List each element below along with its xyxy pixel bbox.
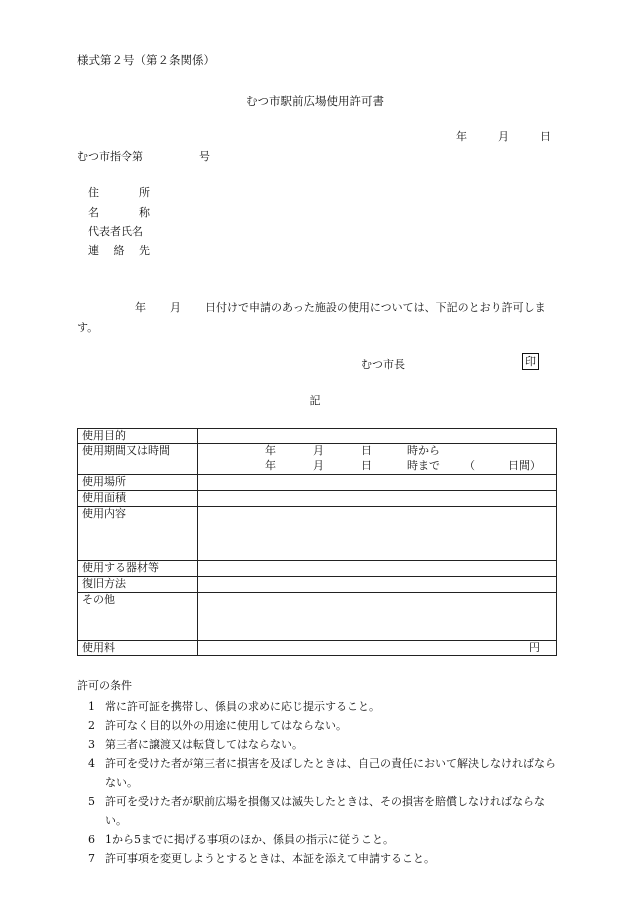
period-from-day: 日 xyxy=(361,444,372,457)
period-from-month: 月 xyxy=(313,444,324,457)
party-address-char: 住 xyxy=(88,186,99,199)
table-row xyxy=(78,491,557,507)
period-to xyxy=(202,459,556,474)
condition-number: 7 xyxy=(88,852,95,865)
label-area: 使用面積 xyxy=(78,491,198,507)
period-to-time: 時まで xyxy=(407,459,440,472)
condition-item xyxy=(88,830,558,849)
conditions-title: 許可の条件 xyxy=(77,679,132,692)
party-address xyxy=(88,184,150,200)
label-period: 使用期間又は時間 xyxy=(78,444,198,475)
table-row xyxy=(78,641,557,656)
label-restoration: 復旧方法 xyxy=(78,577,198,593)
order-suffix: 号 xyxy=(199,150,210,163)
date-month: 月 xyxy=(498,130,509,143)
condition-item xyxy=(88,716,558,735)
value-equipment xyxy=(198,561,557,577)
value-purpose xyxy=(198,429,557,444)
condition-text: 許可を受けた者が第三者に損害を及ぼしたときは、自己の責任において解決しなければならない。 xyxy=(105,757,556,789)
value-fee: 円 xyxy=(198,641,557,656)
table-row xyxy=(78,429,557,444)
condition-item xyxy=(88,849,558,868)
period-paren-open: （ xyxy=(464,459,475,472)
party-name-char: 称 xyxy=(139,206,150,219)
order-number xyxy=(77,148,210,164)
seal-mark: 印 xyxy=(522,353,539,370)
period-from xyxy=(202,444,556,459)
condition-item xyxy=(88,697,558,716)
issue-date xyxy=(456,128,551,144)
condition-item xyxy=(88,735,558,754)
party-name xyxy=(88,204,150,220)
label-equipment: 使用する器材等 xyxy=(78,561,198,577)
document-title: むつ市駅前広場使用許可書 xyxy=(246,94,384,108)
party-contact-char: 絡 xyxy=(113,244,125,257)
condition-text: 許可事項を変更しようとするときは、本証を添えて申請すること。 xyxy=(105,852,435,865)
condition-number: 1 xyxy=(88,700,95,713)
condition-number: 4 xyxy=(88,757,95,770)
value-restoration xyxy=(198,577,557,593)
party-contact xyxy=(88,242,150,258)
statement-text: 日付けで申請のあった施設の使用については、下記のとおり許可します。 xyxy=(77,301,546,334)
condition-text: 許可を受けた者が駅前広場を損傷又は滅失したときは、その損害を賠償しなければならない。 xyxy=(105,795,545,827)
value-place xyxy=(198,475,557,491)
date-year: 年 xyxy=(456,130,467,143)
statement-month: 月 xyxy=(170,301,181,314)
table-row xyxy=(78,593,557,641)
label-purpose: 使用目的 xyxy=(78,429,198,444)
party-contact-char: 連 xyxy=(88,244,99,257)
form-label: 様式第２号（第２条関係） xyxy=(77,53,215,67)
table-row xyxy=(78,475,557,491)
value-other xyxy=(198,593,557,641)
statement-year: 年 xyxy=(135,301,146,314)
condition-text: 1から5までに掲げる事項のほか、係員の指示に従うこと。 xyxy=(105,833,394,846)
condition-item xyxy=(88,754,558,792)
mayor-signature: むつ市長 xyxy=(361,358,405,371)
label-other: その他 xyxy=(78,593,198,641)
condition-number: 6 xyxy=(88,833,95,846)
value-period xyxy=(198,444,557,475)
condition-number: 5 xyxy=(88,795,95,808)
period-to-day: 日 xyxy=(361,459,372,472)
value-content xyxy=(198,507,557,561)
condition-item xyxy=(88,792,558,830)
period-days: 日間） xyxy=(508,459,541,472)
period-from-time: 時から xyxy=(407,444,440,457)
table-row xyxy=(78,444,557,475)
condition-text: 第三者に譲渡又は転貸してはならない。 xyxy=(105,738,303,751)
table-row xyxy=(78,561,557,577)
label-place: 使用場所 xyxy=(78,475,198,491)
condition-text: 許可なく目的以外の用途に使用してはならない。 xyxy=(105,719,347,732)
condition-text: 常に許可証を携帯し、係員の求めに応じ提示すること。 xyxy=(105,700,380,713)
party-name-char: 名 xyxy=(88,206,99,219)
date-day: 日 xyxy=(540,130,551,143)
condition-number: 3 xyxy=(88,738,95,751)
ki-heading: 記 xyxy=(309,394,321,407)
label-fee: 使用料 xyxy=(78,641,198,656)
table-row xyxy=(78,577,557,593)
order-prefix: むつ市指令第 xyxy=(77,150,143,163)
permit-details-table xyxy=(77,428,557,656)
party-contact-char: 先 xyxy=(139,244,150,257)
party-representative: 代表者氏名 xyxy=(88,225,143,238)
period-from-year: 年 xyxy=(265,444,276,457)
condition-number: 2 xyxy=(88,719,95,732)
table-row xyxy=(78,507,557,561)
value-area xyxy=(198,491,557,507)
period-to-month: 月 xyxy=(313,459,324,472)
party-address-char: 所 xyxy=(139,186,150,199)
period-to-year: 年 xyxy=(265,459,276,472)
label-content: 使用内容 xyxy=(78,507,198,561)
permission-statement xyxy=(77,298,552,338)
